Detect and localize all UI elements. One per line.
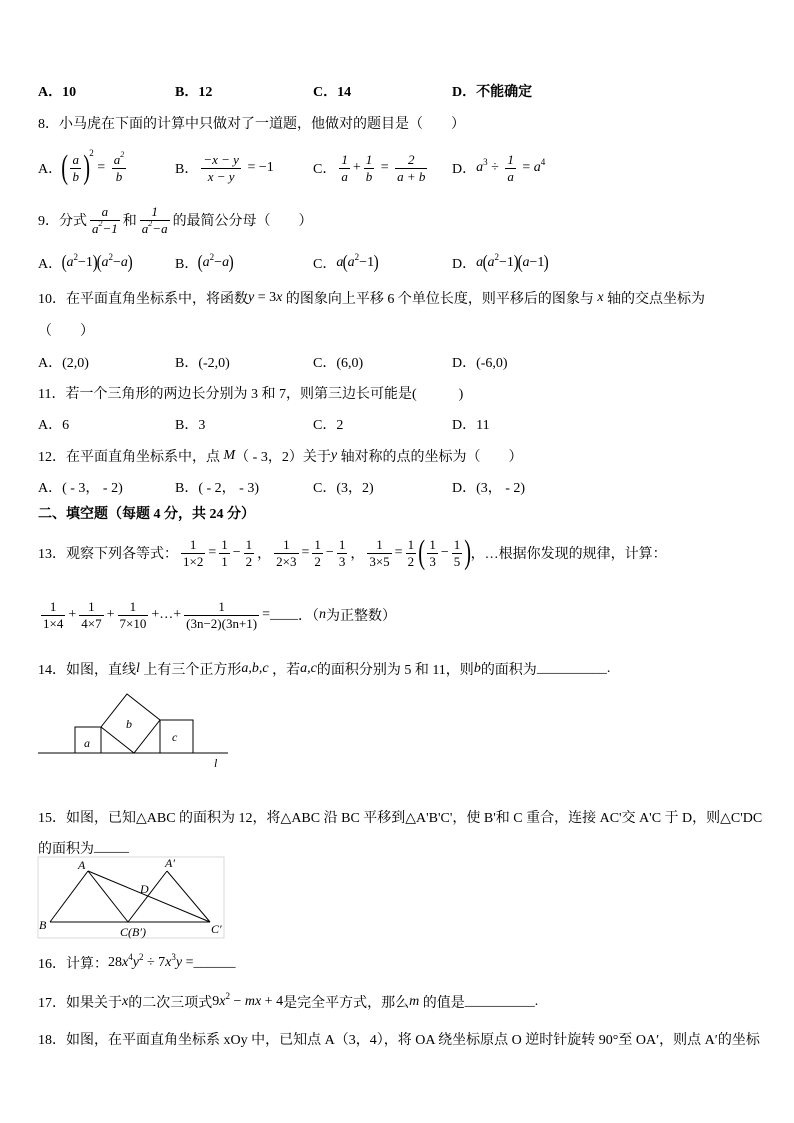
fraction [140, 204, 170, 237]
fraction-numerator: 1 [140, 204, 170, 221]
text-run: （ - 3，2）关于 [235, 450, 331, 465]
text-run: = [208, 545, 217, 560]
math-variable: a [92, 220, 99, 236]
math-variable: l [136, 661, 140, 676]
text-run: − [325, 545, 334, 560]
parenthesis: ) [513, 252, 519, 273]
section-heading-fill-in: 二、填空题（每题 4 分，共 24 分） [38, 507, 255, 522]
q15-stem-line1 [38, 807, 762, 827]
math-variable: y [248, 290, 255, 305]
fraction [427, 537, 438, 570]
q8-option-b [175, 146, 274, 190]
q12-option-d [452, 477, 525, 497]
text-run: C．(6,0) [313, 356, 364, 371]
math-variable: a [101, 255, 109, 270]
fraction [244, 537, 255, 570]
exponent: 3 [171, 952, 176, 962]
segment-ab [50, 871, 88, 922]
fraction-numerator: 1 [79, 599, 103, 616]
q10-option-d [452, 352, 508, 372]
fraction [337, 537, 348, 570]
text-run: 8．小马虎在下面的计算中只做对了一道题，他做对的题目是（ ） [38, 117, 465, 132]
q9-option-c [313, 251, 378, 275]
q7-option-a [38, 81, 76, 101]
text-run: = [262, 607, 271, 622]
math-variable: x [276, 290, 283, 305]
parenthesis: ) [127, 252, 133, 273]
parenthesis: ( [61, 149, 69, 186]
fraction-numerator: 1 [274, 537, 298, 554]
math-variable: mx [244, 994, 262, 1009]
fraction-numerator: 1 [453, 536, 461, 552]
text-run: ，若 [268, 663, 301, 678]
text-run: − [214, 255, 223, 270]
math-variable: a [66, 255, 74, 270]
fraction [90, 204, 120, 237]
q10-option-b [175, 352, 230, 372]
text-run: B．(-2,0) [175, 356, 230, 371]
fraction [79, 599, 103, 632]
fraction-numerator: 1 [314, 536, 321, 552]
text-run: 和 [122, 214, 137, 229]
math-variable: b [473, 661, 481, 676]
math-variable: x [219, 994, 226, 1009]
text-run: −1 [359, 255, 375, 270]
text-run: 15．如图，已知△ABC 的面积为 12，将△ABC 沿 BC 平移到△A'B'C'，使 B'和 C 重合，连接 AC'交 A'C 于 D，则△C'DC [38, 811, 763, 826]
fraction-denominator: 2 [407, 553, 415, 569]
fraction-numerator: a [90, 204, 120, 221]
q17-stem [38, 992, 538, 1012]
text-run: 13．观察下列各等式： [38, 547, 178, 562]
fraction-denominator [90, 218, 120, 237]
text-run: B．3 [175, 418, 206, 433]
text-run: 轴的交点坐标为 [603, 292, 706, 307]
exponent: 3 [483, 157, 488, 167]
fraction-numerator: 1 [245, 536, 253, 552]
parenthesis: ( [61, 252, 67, 273]
q7-option-c [313, 81, 351, 101]
fraction [339, 152, 350, 185]
text-run: D．(-6,0) [452, 356, 508, 371]
fraction-denominator: 1 [221, 553, 228, 569]
fraction [505, 152, 516, 185]
q8-stem [38, 113, 465, 133]
text-run: 16．计算： [38, 957, 108, 972]
fraction-numerator: 2 [395, 152, 427, 169]
text-run: 18．如图，在平面直角坐标系 xOy 中，已知点 A（3，4），将 OA 绕坐标原点 O 逆时针旋转 90°至 OA′，则点 A′的坐标 [38, 1033, 760, 1048]
fraction-denominator: b [72, 168, 79, 184]
text-run: + [106, 607, 115, 622]
q16-stem [38, 953, 235, 973]
text-run: = −1 [243, 160, 274, 175]
fraction [70, 152, 81, 185]
exponent: 2 [98, 218, 103, 228]
parenthesis: ) [464, 534, 472, 571]
text-run: + 4 [261, 994, 284, 1009]
label-a: a [84, 736, 90, 750]
fraction-numerator [112, 149, 127, 169]
math-variable: a [476, 160, 484, 175]
text-run: 的二次三项式 [128, 996, 213, 1011]
fraction-numerator: 1 [507, 151, 514, 167]
exponent: 2 [89, 148, 94, 158]
label-point-b: B [39, 918, 47, 932]
text-run: − [232, 545, 241, 560]
fraction-numerator: 1 [367, 537, 391, 554]
label-point-d: D [140, 882, 149, 896]
text-run: = [301, 545, 310, 560]
math-variable: a [202, 255, 210, 270]
math-variable: a,b,c [241, 661, 269, 676]
text-run: ÷ 7 [143, 955, 166, 970]
text-run: 10．在平面直角坐标系中，将函数 [38, 292, 248, 307]
fraction [364, 152, 375, 185]
text-run: A．6 [38, 418, 70, 433]
math-variable: a [336, 255, 344, 270]
text-run: 是完全平方式，那么 [283, 996, 410, 1011]
fraction-denominator: 1×4 [43, 615, 64, 631]
text-run: B． [175, 257, 199, 272]
text-run: ， [350, 547, 365, 562]
text-run: − [440, 545, 449, 560]
text-run: . [534, 994, 539, 1009]
q8-options [0, 146, 794, 190]
fraction-denominator: a [341, 168, 348, 184]
segment-ac [88, 871, 128, 922]
fraction-numerator: 1 [341, 151, 348, 167]
answer-blank: ____ [270, 607, 299, 622]
exponent: 2 [148, 218, 153, 228]
q11-option-a [38, 414, 69, 434]
text-run: − [113, 255, 121, 270]
q12-option-b [175, 477, 259, 497]
text-run: 的最简公分母（ ） [172, 214, 313, 229]
text-run: 的面积为 [38, 842, 94, 857]
text-run: C．(3，2) [313, 481, 374, 496]
math-variable: a [141, 220, 149, 236]
q8-option-c [313, 146, 430, 190]
fraction-numerator: 1 [338, 536, 346, 552]
q14-figure [30, 685, 240, 773]
text-run: 上有三个正方形 [139, 663, 242, 678]
math-variable: a [347, 255, 355, 270]
text-run: ．（ [298, 609, 320, 624]
text-run: +…+ [151, 607, 182, 622]
q8-option-d [452, 146, 545, 190]
exponent: 2 [108, 252, 114, 262]
q7-option-d [452, 81, 532, 101]
q11-option-b [175, 414, 205, 434]
text-run: = [93, 160, 109, 175]
parenthesis: ) [83, 149, 91, 186]
text-run: − [152, 220, 162, 236]
text-run: = [518, 160, 534, 175]
math-variable: a [476, 255, 484, 270]
q12-stem [38, 446, 523, 466]
q8-option-a [38, 146, 129, 190]
text-run: −1 [529, 255, 545, 270]
fraction-numerator: 1 [429, 536, 436, 552]
text-run: = [182, 955, 194, 970]
q11-option-d [452, 414, 490, 434]
math-variable: a [161, 220, 168, 236]
fraction [312, 537, 323, 570]
answer-blank: ______ [193, 955, 236, 970]
fraction-denominator: x − y [207, 168, 235, 184]
q12-options [0, 477, 794, 497]
fraction [201, 152, 241, 185]
text-run: （ ） [38, 324, 94, 339]
label-point-a-prime: A′ [165, 856, 175, 870]
parenthesis: ( [197, 252, 204, 273]
fraction-denominator: 1×2 [183, 553, 204, 569]
text-run: = 3 [254, 290, 277, 305]
q10-option-c [313, 352, 363, 372]
fraction [112, 149, 127, 185]
fraction-numerator: 1 [118, 599, 149, 616]
fraction [395, 152, 427, 185]
q10-stem-line1 [38, 288, 705, 308]
fraction [41, 599, 65, 632]
math-variable: a [533, 160, 541, 175]
q18-stem [38, 1029, 760, 1049]
exponent: 2 [354, 252, 360, 262]
text-run: −1 [102, 220, 118, 236]
fraction [118, 599, 149, 632]
math-variable: a [522, 255, 530, 270]
text-run: 28 [108, 955, 122, 970]
exponent: 2 [209, 252, 215, 262]
parenthesis: ( [342, 252, 349, 273]
label-l: l [214, 756, 218, 770]
fraction-denominator: 4×7 [81, 615, 102, 631]
fraction-numerator: 1 [221, 536, 228, 552]
text-run: D．不能确定 [452, 85, 533, 100]
text-run: C．2 [313, 418, 344, 433]
text-run: 为正整数） [326, 609, 397, 624]
fraction [181, 537, 205, 570]
fraction-denominator: 5 [453, 553, 461, 569]
label-point-c-prime: C′ [211, 922, 222, 936]
math-variable: x [122, 955, 129, 970]
math-variable: m [409, 994, 420, 1009]
fraction-numerator: 1 [407, 536, 415, 552]
fraction-denominator: b [115, 168, 123, 184]
text-run: C． [313, 257, 337, 272]
answer-blank: __________ [536, 661, 607, 676]
text-run: −1 [498, 255, 514, 270]
segment-a-prime-c-prime [167, 871, 210, 922]
text-run: − [229, 994, 245, 1009]
text-run: A．10 [38, 85, 77, 100]
text-run: 的图象向上平移 6 个单位长度，则平移后的图象与 [282, 292, 598, 307]
label-point-c: C(B′) [120, 925, 146, 939]
fraction-denominator: a + b [397, 168, 426, 184]
fraction-denominator: 2×3 [276, 553, 297, 569]
exponent: 2 [494, 252, 499, 262]
text-run: + [68, 607, 77, 622]
q14-stem [38, 659, 610, 679]
fraction-numerator: 1 [41, 599, 65, 616]
math-variable: y [132, 955, 139, 970]
text-run: A． [38, 162, 63, 177]
q15-figure [36, 855, 228, 941]
q9-option-d [452, 251, 549, 275]
parenthesis: ) [228, 252, 234, 273]
text-run: 的值是 [419, 996, 465, 1011]
q12-option-c [313, 477, 374, 497]
q9-option-b [175, 251, 233, 275]
fraction-denominator: 3 [338, 553, 346, 569]
math-variable: n [319, 607, 327, 622]
math-variable: y [330, 448, 338, 463]
text-run: B．( - 2， - 3) [175, 481, 259, 496]
text-run: 17．如果关于 [38, 996, 122, 1011]
fraction-denominator: 3 [429, 553, 436, 569]
text-run: = [394, 545, 403, 560]
text-run: ÷ [487, 160, 503, 175]
text-run: 9．分式 [38, 214, 87, 229]
label-c: c [172, 730, 178, 744]
fraction-numerator: −x − y [203, 151, 239, 167]
answer-blank: __________ [464, 994, 535, 1009]
fraction-denominator: 2 [245, 553, 253, 569]
exponent: 4 [540, 157, 546, 167]
text-run: B． [175, 162, 199, 177]
text-run: D．(3， - 2) [452, 481, 526, 496]
text-run: D． [452, 162, 477, 177]
fraction [406, 537, 417, 570]
q7-options [0, 81, 794, 101]
fraction [274, 537, 298, 570]
label-point-a: A [78, 858, 86, 872]
text-run: D．11 [452, 418, 490, 433]
text-run: 的面积分别为 5 和 11，则 [316, 663, 474, 678]
math-variable: x [597, 290, 604, 305]
math-variable: x [122, 994, 129, 1009]
parenthesis: ( [482, 252, 488, 273]
label-b: b [126, 717, 132, 731]
text-run: 14．如图，直线 [38, 663, 136, 678]
q11-stem [38, 383, 463, 403]
exponent: 2 [138, 952, 144, 962]
fraction-numerator: 1 [184, 599, 259, 616]
segment-a-prime-c [128, 871, 167, 922]
fraction-denominator: (3n−2)(3n+1) [186, 615, 258, 631]
fraction [219, 537, 230, 570]
math-variable: x [165, 955, 172, 970]
fraction-denominator: 2 [314, 553, 321, 569]
math-variable: a [222, 255, 230, 270]
q12-option-a [38, 477, 123, 497]
text-run: 轴对称的点的坐标为（ ） [337, 450, 523, 465]
fraction [184, 599, 259, 632]
text-run: C． [313, 162, 337, 177]
fraction-denominator: b [365, 168, 373, 184]
text-run: C．14 [313, 85, 352, 100]
fraction [367, 537, 391, 570]
q13-stem-line2 [38, 593, 396, 637]
exponent: 2 [73, 252, 78, 262]
answer-blank: _____ [94, 840, 129, 855]
text-run: A．( - 3， - 2) [38, 481, 123, 496]
fraction-numerator: a [72, 151, 79, 167]
math-variable: M [223, 448, 236, 463]
math-variable: a [120, 255, 128, 270]
text-run: 9 [212, 994, 220, 1009]
text-run: = [377, 160, 393, 175]
fraction-numerator: 1 [181, 537, 205, 554]
exponent: 2 [120, 149, 125, 159]
text-run: −1 [77, 255, 93, 270]
q9-option-a [38, 251, 132, 275]
parenthesis: ) [544, 252, 550, 273]
q11-option-c [313, 414, 343, 434]
text-run: ，…根据你发现的规律，计算： [470, 547, 667, 562]
text-run: . [606, 661, 611, 676]
exponent: 2 [225, 991, 230, 1001]
math-variable: a [113, 151, 121, 167]
math-variable: a,c [300, 661, 317, 676]
segment-ac-prime [88, 871, 210, 922]
fraction-denominator: 3×5 [369, 553, 390, 569]
parenthesis: ) [373, 252, 379, 273]
text-run: A．(2,0) [38, 356, 89, 371]
parenthesis: ( [96, 252, 102, 273]
fraction-denominator: a [507, 168, 514, 184]
fraction [452, 537, 463, 570]
text-run: 11．若一个三角形的两边长分别为 3 和 7，则第三边长可能是( ) [38, 387, 464, 402]
text-run: 12．在平面直角坐标系中，点 [38, 450, 224, 465]
q9-options [0, 251, 794, 275]
text-run: A． [38, 257, 63, 272]
math-variable: y [175, 955, 183, 970]
q10-options [0, 352, 794, 372]
q9-stem [38, 198, 313, 242]
math-variable: a [487, 255, 495, 270]
text-run: D． [452, 257, 477, 272]
text-run: ， [257, 547, 272, 562]
text-run: 的面积为 [480, 663, 537, 678]
q7-option-b [175, 81, 212, 101]
exponent: 4 [128, 952, 133, 962]
q13-stem-line1 [38, 531, 667, 575]
fraction-numerator: 1 [365, 151, 373, 167]
parenthesis: ( [517, 252, 523, 273]
fraction-denominator: 7×10 [119, 615, 147, 631]
parenthesis: ) [92, 252, 98, 273]
text-run: B．12 [175, 85, 213, 100]
fraction-denominator [140, 218, 170, 237]
q10-stem-line2 [38, 320, 94, 340]
parenthesis: ( [418, 534, 426, 571]
q11-options [0, 414, 794, 434]
text-run: + [352, 160, 361, 175]
q10-option-a [38, 352, 89, 372]
